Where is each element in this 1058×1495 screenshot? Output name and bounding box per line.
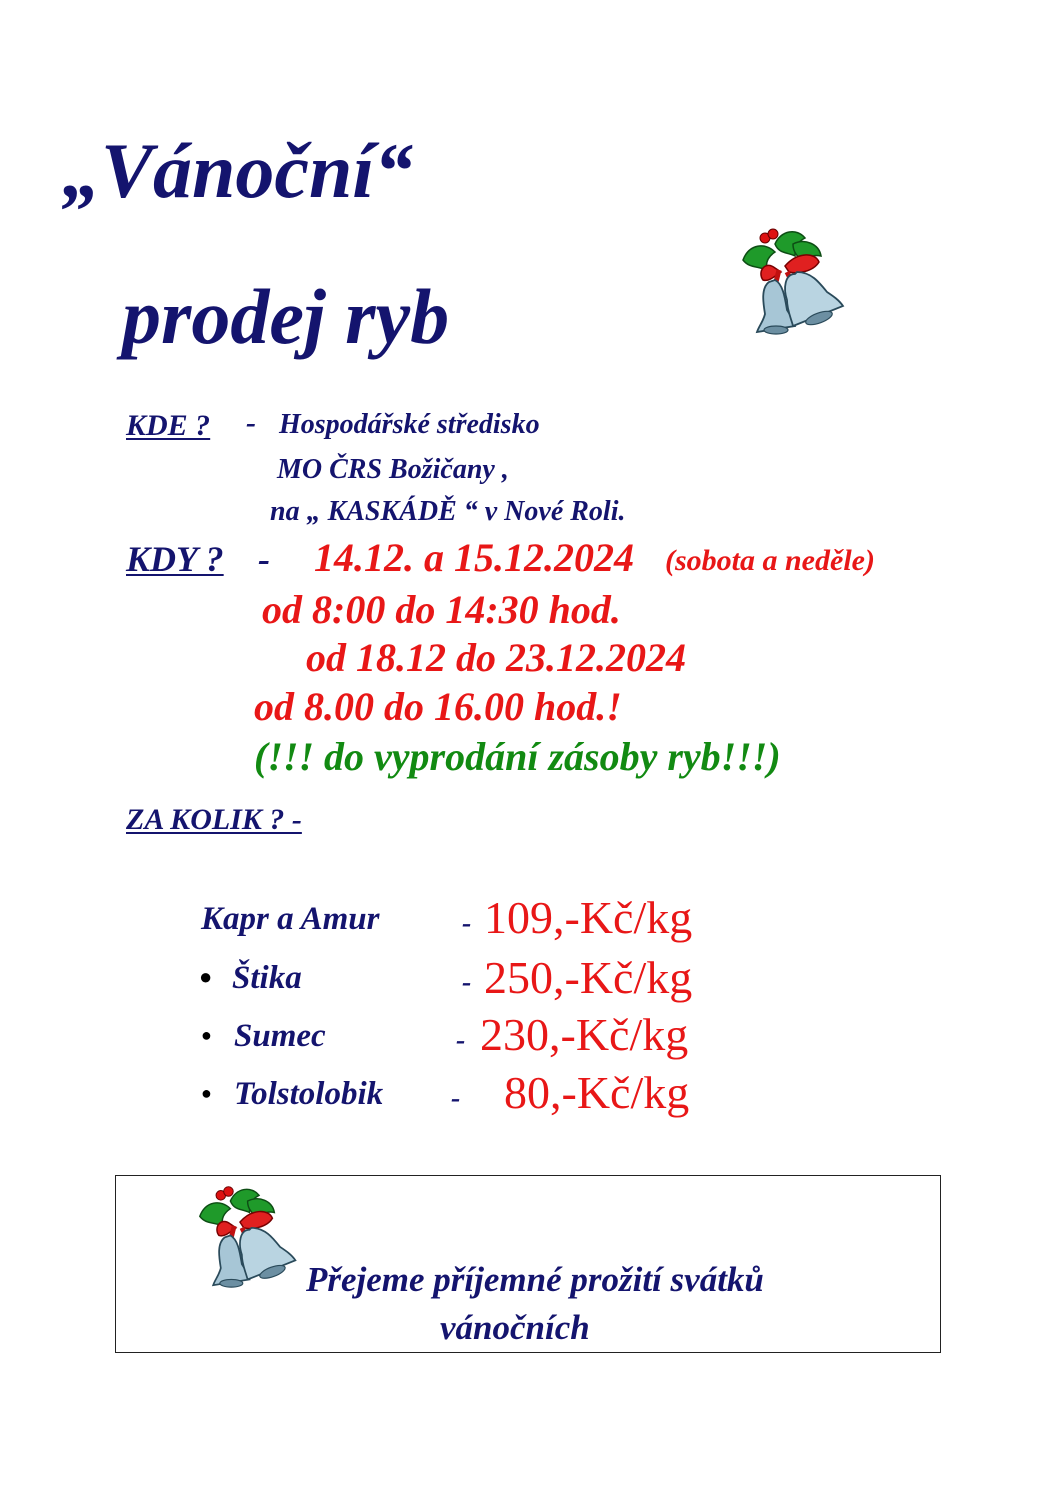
when-hours-1: od 8:00 do 14:30 hod. (262, 587, 621, 632)
fish-dash: - (462, 908, 472, 939)
price-section-label: ZA KOLIK ? - (126, 803, 302, 836)
when-note: (!!! do vyprodání zásoby ryb!!!) (254, 734, 781, 779)
when-dates-2: od 18.12 do 23.12.2024 (306, 635, 686, 680)
fish-name: Tolstolobik (234, 1076, 384, 1112)
fish-dash: - (456, 1025, 466, 1056)
christmas-bells-icon (735, 222, 855, 337)
fish-name: Kapr a Amur (201, 901, 380, 937)
bullet-icon: ● (201, 1025, 212, 1045)
fish-price: 250,-Kč/kg (484, 952, 693, 1003)
fish-dash: - (451, 1083, 461, 1114)
where-line-3: na „ KASKÁDĚ “ v Nové Roli. (270, 496, 626, 527)
fish-price: 80,-Kč/kg (504, 1067, 690, 1118)
title-line-2: prodej ryb (122, 273, 450, 360)
bullet-icon: ● (199, 964, 213, 989)
fish-price: 109,-Kč/kg (484, 892, 693, 943)
wish-line-1: Přejeme příjemné prožití svátků (306, 1260, 764, 1299)
christmas-bells-icon (192, 1180, 307, 1290)
where-line-2: MO ČRS Božičany , (277, 454, 509, 485)
fish-dash: - (462, 967, 472, 998)
when-hours-2: od 8.00 do 16.00 hod.! (254, 684, 622, 729)
when-dash: - (258, 539, 270, 579)
when-days-1: (sobota a neděle) (665, 544, 875, 577)
title-line-1: „Vánoční“ (62, 127, 414, 214)
when-dates-1: 14.12. a 15.12.2024 (314, 535, 634, 580)
fish-name: Sumec (234, 1018, 326, 1054)
wish-line-2: vánočních (440, 1308, 590, 1347)
fish-name: Štika (232, 960, 302, 996)
bullet-icon: ● (201, 1083, 212, 1103)
where-dash: - (246, 406, 256, 439)
fish-price: 230,-Kč/kg (480, 1009, 689, 1060)
where-label: KDE ? (126, 409, 211, 442)
where-line-1: Hospodářské středisko (279, 409, 540, 440)
when-label: KDY ? (126, 539, 224, 579)
